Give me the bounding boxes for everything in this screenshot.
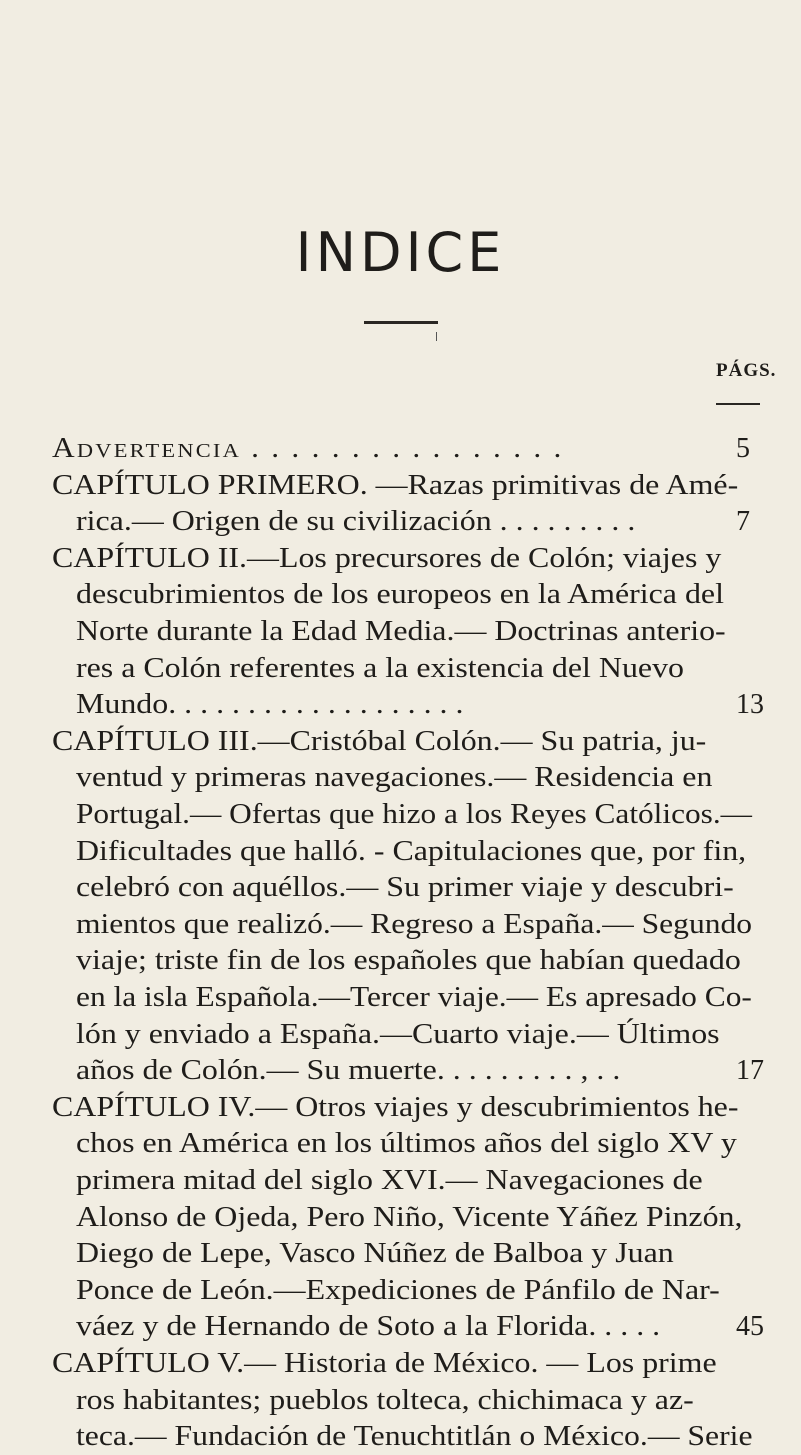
page-title: INDICE: [295, 221, 506, 284]
title-underline: [364, 321, 438, 324]
pages-column-label: PÁGS.: [716, 360, 777, 381]
index-entry-4-line-7: viaje; triste fin de los españoles que habían quedado: [76, 945, 741, 977]
index-entry-2-line-1: CAPÍTULO PRIMERO. —Razas primitivas de Amé-: [52, 469, 739, 501]
index-entry-6-line-1: CAPÍTULO V.— Historia de México. — Los prime: [52, 1348, 717, 1379]
index-entry-4-line-2: ventud y primeras navegaciones.— Residencia en: [76, 762, 713, 794]
index-entry-5-line-3: primera mitad del siglo XVI.— Navegaciones de: [76, 1165, 703, 1196]
page-number-1: 5: [736, 433, 750, 464]
index-entry-4-line-1: CAPÍTULO III.—Cristóbal Colón.— Su patria, ju-: [52, 725, 707, 757]
index-entry-4-line-9: lón y enviado a España.—Cuarto viaje.— Últimos: [76, 1018, 720, 1050]
page-number-3: 13: [736, 689, 764, 721]
index-entry-4-line-10: años de Colón.— Su muerte. . . . . . . . . , . .: [76, 1055, 621, 1087]
index-entry-4-line-8: en la isla Española.—Tercer viaje.— Es apresado Co-: [76, 982, 752, 1013]
index-entry-3-line-2: descubrimientos de los europeos en la América del: [76, 579, 724, 611]
index-entry-5-line-6: Ponce de León.—Expediciones de Pánfilo de Nar-: [76, 1274, 720, 1306]
index-entry-6-line-2: ros habitantes; pueblos tolteca, chichimaca y az-: [76, 1384, 694, 1416]
pages-column-rule: [716, 403, 760, 405]
index-entry-5-line-2: chos en América en los últimos años del siglo XV y: [76, 1128, 737, 1160]
decorative-mark: [436, 332, 437, 341]
index-entry-5-line-5: Diego de Lepe, Vasco Núñez de Balboa y Juan: [76, 1238, 674, 1270]
page-number-5: 45: [736, 1311, 764, 1343]
page-number-4: 17: [736, 1055, 764, 1087]
index-entry-6-line-3: teca.— Fundación de Tenuchtitlán o México.— Serie: [76, 1421, 753, 1453]
page-number-2: 7: [736, 506, 750, 538]
index-entry-3-line-1: CAPÍTULO II.—Los precursores de Colón; viajes y: [52, 542, 722, 574]
index-entry-3-line-5: Mundo. . . . . . . . . . . . . . . . . . .: [76, 689, 464, 721]
index-entry-5-line-4: Alonso de Ojeda, Pero Niño, Vicente Yáñez Pinzón,: [76, 1201, 743, 1233]
index-entry-4-line-6: mientos que realizó.— Regreso a España.— Segundo: [76, 908, 753, 940]
index-entry-5-line-7: váez y de Hernando de Soto a la Florida. . . . .: [76, 1311, 661, 1343]
index-entry-5-line-1: CAPÍTULO IV.— Otros viajes y descubrimientos he-: [52, 1091, 739, 1123]
index-entry-4-line-5: celebró con aquéllos.— Su primer viaje y descubri-: [76, 872, 734, 904]
index-entry-3-line-4: res a Colón referentes a la existencia del Nuevo: [76, 652, 685, 684]
index-entry-4-line-4: Dificultades que halló. - Capitulaciones que, por fin,: [76, 835, 747, 867]
index-entry-3-line-3: Norte durante la Edad Media.— Doctrinas anterio-: [76, 616, 726, 647]
index-entry-1-line-1: Advertencia . . . . . . . . . . . . . . . .: [52, 433, 564, 464]
index-entry-4-line-3: Portugal.— Ofertas que hizo a los Reyes Católicos.—: [76, 799, 753, 830]
index-entry-2-line-2: rica.— Origen de su civilización . . . . . . . . .: [76, 506, 636, 538]
